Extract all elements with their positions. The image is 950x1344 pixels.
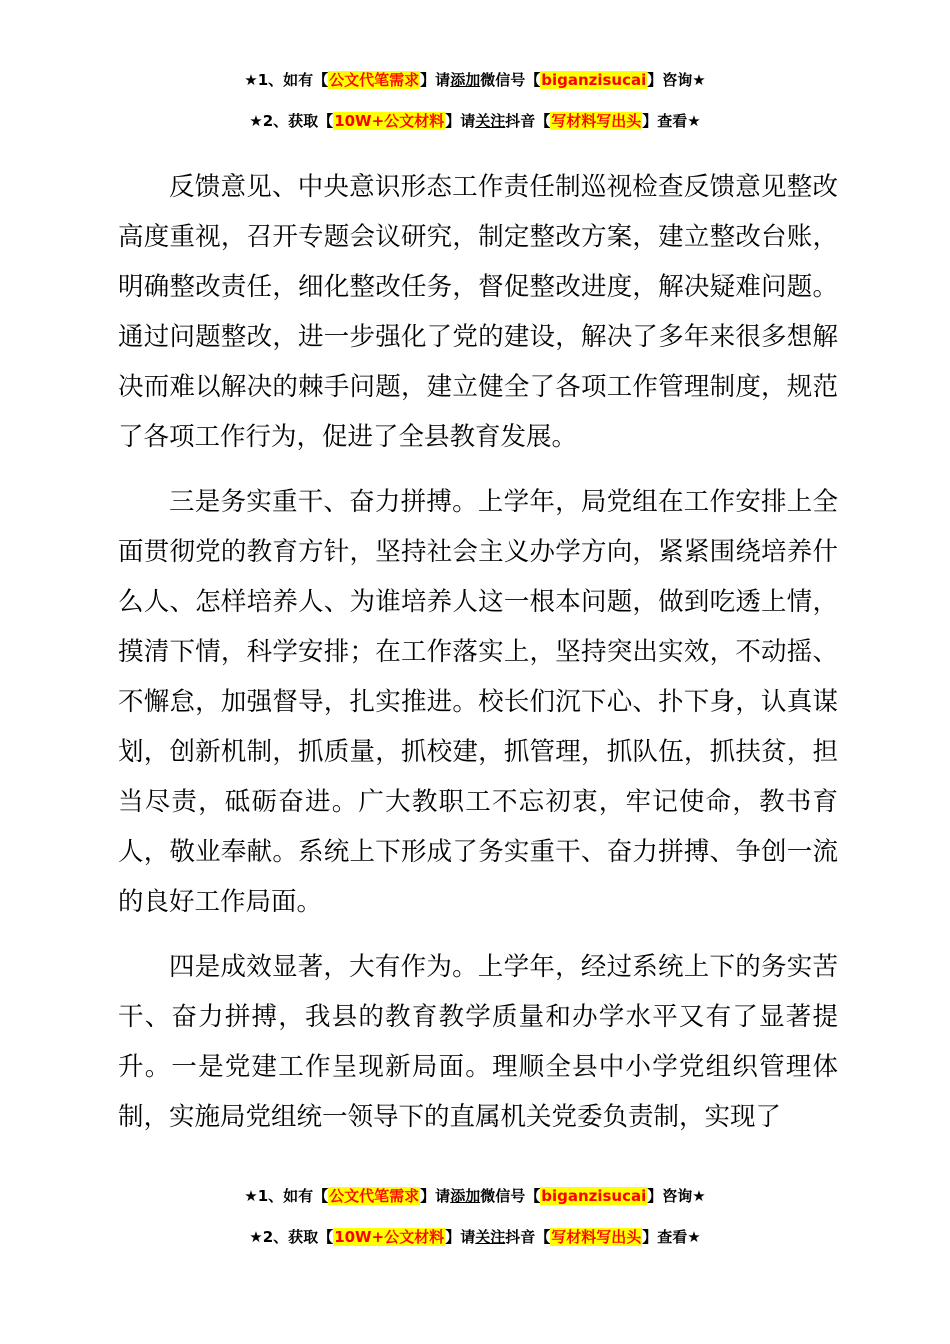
footer-banner bbox=[0, 1186, 950, 1268]
banner-text: 抖音【 bbox=[505, 1228, 551, 1246]
banner-highlight: 公文代笔需求 bbox=[329, 71, 420, 89]
banner-underline: 添加 bbox=[450, 71, 481, 89]
footer-banner-line-1 bbox=[0, 1186, 950, 1227]
header-banner bbox=[0, 70, 950, 152]
banner-text: ★1、如有【 bbox=[244, 1187, 329, 1205]
banner-highlight: biganzisucai bbox=[541, 1187, 647, 1205]
banner-highlight: biganzisucai bbox=[541, 71, 647, 89]
banner-text: 抖音【 bbox=[505, 112, 551, 130]
banner-text: 】咨询★ bbox=[647, 1187, 706, 1205]
footer-banner-line-2 bbox=[0, 1227, 950, 1268]
header-banner-line-1 bbox=[0, 70, 950, 111]
banner-text: 】查看★ bbox=[642, 112, 701, 130]
banner-highlight: 10W+公文材料 bbox=[334, 1228, 445, 1246]
banner-highlight: 10W+公文材料 bbox=[334, 112, 445, 130]
document-body bbox=[118, 162, 838, 1157]
paragraph-2: 三是务实重干、奋力拼搏。上学年，局党组在工作安排上全面贯彻党的教育方针，坚持社会主义办学方向，紧紧围绕培养什么人、怎样培养人、为谁培养人这一根本问题，做到吃透上情，摸清下情，科学安排；在工作落实上，坚持突出实效，不动摇、不懈怠，加强督导，扎实推进。校长们沉下心、扑下身，认真谋划，创新机制，抓质量，抓校建，抓管理，抓队伍，抓扶贫，担当尽责，砥砺奋进。广大教职工不忘初衷，牢记使命，教书育人，敬业奉献。系统上下形成了务实重干、奋力拼搏、争创一流的良好工作局面。 bbox=[118, 487, 838, 917]
banner-text: 微信号【 bbox=[480, 71, 541, 89]
banner-underline: 添加 bbox=[450, 1187, 481, 1205]
banner-text: 】咨询★ bbox=[647, 71, 706, 89]
banner-text: 微信号【 bbox=[480, 1187, 541, 1205]
header-banner-line-2 bbox=[0, 111, 950, 152]
paragraph-3: 四是成效显著，大有作为。上学年，经过系统上下的务实苦干、奋力拼搏，我县的教育教学质量和办学水平又有了显著提升。一是党建工作呈现新局面。理顺全县中小学党组织管理体制，实施局党组统一领导下的直属机关党委负责制，实现了 bbox=[118, 952, 838, 1132]
banner-text: 】查看★ bbox=[642, 1228, 701, 1246]
banner-highlight: 写材料写出头 bbox=[551, 112, 642, 130]
banner-text: 】请 bbox=[420, 71, 451, 89]
paragraph-1: 反馈意见、中央意识形态工作责任制巡视检查反馈意见整改高度重视，召开专题会议研究，制定整改方案，建立整改台账，明确整改责任，细化整改任务，督促整改进度，解决疑难问题。通过问题整改，进一步强化了党的建设，解决了多年来很多想解决而难以解决的棘手问题，建立健全了各项工作管理制度，规范了各项工作行为，促进了全县教育发展。 bbox=[118, 172, 838, 452]
banner-underline: 关注 bbox=[475, 1228, 506, 1246]
banner-text: 】请 bbox=[445, 1228, 476, 1246]
banner-underline: 关注 bbox=[475, 112, 506, 130]
banner-highlight: 写材料写出头 bbox=[551, 1228, 642, 1246]
banner-text: ★2、获取【 bbox=[249, 1228, 334, 1246]
banner-text: 】请 bbox=[420, 1187, 451, 1205]
banner-text: ★2、获取【 bbox=[249, 112, 334, 130]
banner-text: 】请 bbox=[445, 112, 476, 130]
banner-highlight: 公文代笔需求 bbox=[329, 1187, 420, 1205]
banner-text: ★1、如有【 bbox=[244, 71, 329, 89]
